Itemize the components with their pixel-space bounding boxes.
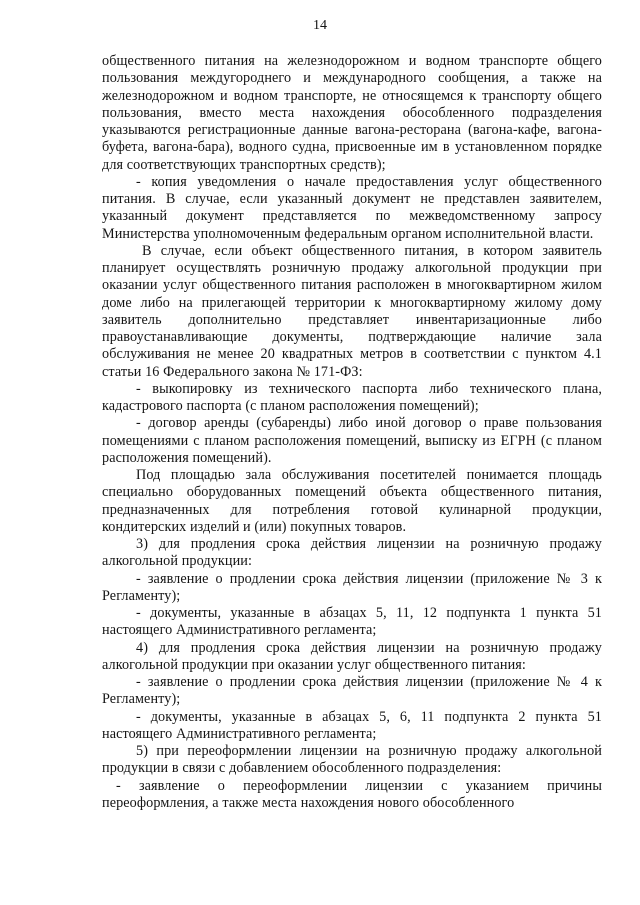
paragraph-apartment-building: В случае, если объект общественного питания, в котором заявитель планирует осуществлять розничную продажу алкогольной продукции при оказании услуг общественного питания расположен в многоквартирном жилом доме либо на прилегающей территории к многоквартирному жилому дому заявитель дополнительно представляет инвентаризационные либо правоустанавливающие документы, подтверждающие наличие зала обслуживания не менее 20 квадратных метров в соответствии с пунктом 4.1 статьи 16 Федерального закона № 171-ФЗ: — [102, 242, 602, 380]
document-text — [102, 53, 602, 812]
paragraph-item-4-documents: - документы, указанные в абзацах 5, 6, 11 подпункта 2 пункта 51 настоящего Административного регламента; — [102, 708, 602, 742]
paragraph-lease-agreement: - договор аренды (субаренды) либо иной договор о праве пользования помещениями с планом расположения помещений, выписку из ЕГРН (с планом расположения помещений). — [102, 415, 602, 466]
paragraph-tech-passport: - выкопировку из технического паспорта либо технического плана, кадастрового паспорта (с планом расположения помещений); — [102, 380, 602, 414]
paragraph-continuation: общественного питания на железнодорожном и водном транспорте общего пользования междугороднего и международного сообщения, а также на железнодорожном и водном транспорте, не относящемся к транспорту общего пользования, вместо места нахождения обособленного подразделения указываются регистрационные данные вагона-ресторана (вагона-кафе, вагона-буфета, вагона-бара), водного судна, присвоенные им в установленном порядке для соответствующих транспортных средств); — [102, 53, 602, 173]
paragraph-item-3: 3) для продления срока действия лицензии на розничную продажу алкогольной продукции: — [102, 536, 602, 570]
paragraph-item-5: 5) при переоформлении лицензии на розничную продажу алкогольной продукции в связи с добавлением обособленного подразделения: — [102, 743, 602, 777]
paragraph-notice-copy: - копия уведомления о начале предоставления услуг общественного питания. В случае, если указанный документ не представлен заявителем, указанный документ представляется по межведомственному запросу Министерства уполномоченным федеральным органом исполнительной власти. — [102, 173, 602, 242]
page-number: 14 — [313, 18, 327, 33]
paragraph-item-4: 4) для продления срока действия лицензии на розничную продажу алкогольной продукции при оказании услуг общественного питания: — [102, 639, 602, 673]
paragraph-item-4-application: - заявление о продлении срока действия лицензии (приложение № 4 к Регламенту); — [102, 674, 602, 708]
paragraph-item-3-documents: - документы, указанные в абзацах 5, 11, 12 подпункта 1 пункта 51 настоящего Административного регламента; — [102, 605, 602, 639]
paragraph-service-hall-definition: Под площадью зала обслуживания посетителей понимается площадь специально оборудованных помещений объекта общественного питания, предназначенных для потребления готовой кулинарной продукции, кондитерских изделий и (или) покупных товаров. — [102, 467, 602, 535]
paragraph-item-5-application: - заявление о переоформлении лицензии с указанием причины переоформления, а также места нахождения нового обособленного — [102, 777, 602, 811]
paragraph-item-3-application: - заявление о продлении срока действия лицензии (приложение № 3 к Регламенту); — [102, 570, 602, 604]
